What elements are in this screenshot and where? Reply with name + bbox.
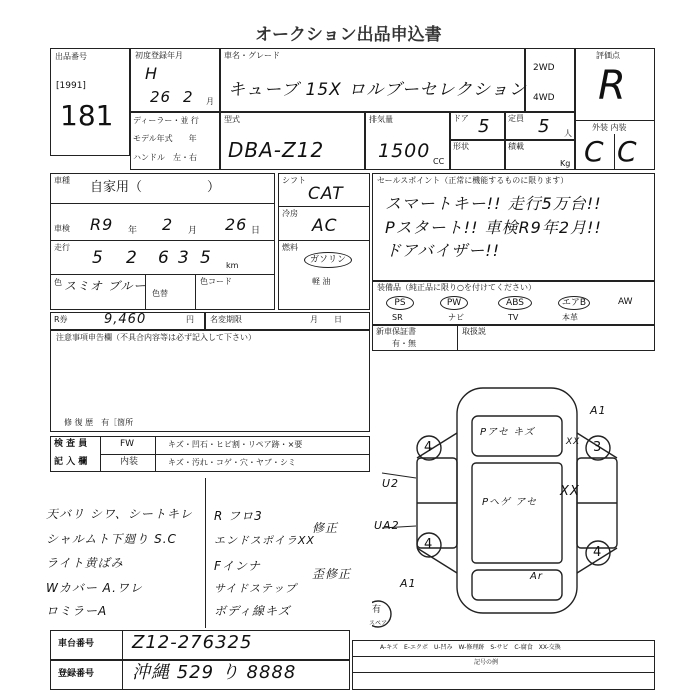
chassis-label: 車台番号 [58,639,95,649]
tire-lf-label: 4 [424,440,433,455]
load-label: 積載 [508,142,524,151]
remarks-divider [205,478,206,628]
inspection-day-unit: 日 [251,226,261,236]
inspector-line [100,454,370,455]
registration-month-unit: 月 [206,97,214,106]
legend-line-b [352,672,655,673]
remark-left-5: ロミラーA [46,604,108,618]
disp-unit: CC [433,157,445,166]
equip-airbag: エアB [558,296,590,310]
recycle-value: 9,460 [104,312,147,327]
mileage-digit-2: 2 [126,248,138,268]
rating-mid [614,134,615,170]
sales-line2: Pスタート!! 車検R9年2月!! [385,218,602,237]
mileage-unit: km [226,261,239,270]
mileage-digit-5: 5 [200,248,212,268]
shape-label: 形状 [453,142,469,151]
model-value: DBA-Z12 [228,138,325,162]
registration-label: 初度登録年月 [135,51,183,60]
inspector-label2: 記 入 欄 [54,457,88,467]
mileage-digit-1: 5 [92,248,104,268]
inspector-int: 内装 [120,457,139,467]
carname-label: 車名・グレード [224,51,280,60]
diagram-u2: U2 [382,477,400,490]
inspection-day: 26 [225,215,248,234]
rating-label: 評価点 [596,51,620,60]
mileage-digit-4: 3 [178,248,190,268]
shift-value: CAT [308,184,344,204]
equip-ps: PS [386,296,414,310]
lot-number: 181 [60,99,114,132]
capacity-unit: 人 [564,129,572,138]
color-div1 [145,274,146,310]
doors-value: 5 [478,116,491,137]
equip-aw: AW [618,297,633,307]
drive-4wd: 4WD [533,93,555,103]
equip-abs: ABS [498,296,532,310]
inspector-div [100,436,101,472]
recycle-label: R券 [54,315,68,324]
tire-lr-label: 4 [424,537,433,552]
fuel-gas: ガソリン [304,252,352,268]
equipment-label: 装備品（純正品に限り○を付けてください） [377,283,536,292]
dealer-line2: モデル年式 年 [133,134,197,143]
carname-value: キューブ 15X ロルブーセレクション [228,80,527,100]
spare-label: 有 [372,605,382,615]
disp-label: 排気量 [369,115,393,124]
remark-left-4: Wカバー A.ワレ [46,581,143,595]
remark-right-note-1: 修正 [312,521,339,535]
ext-int-label: 外装 内装 [592,123,627,132]
inspection-month-unit: 月 [188,226,198,236]
aircon-label: 冷房 [282,209,298,218]
color-change-label: 色替 [152,289,168,298]
spare-sub-label: スペア [369,620,388,627]
sales-line3: ドアバイザー!! [385,241,501,260]
usage-line [50,203,275,204]
diagram-a1-bottom: A1 [400,577,417,590]
inspector-fw-items: キズ・凹石・ヒビ割・リペア跡・×要 [168,440,303,449]
rating-divider [575,120,655,121]
sales-line1: スマートキー!! 走行5万台!! [385,194,602,213]
drive-2wd: 2WD [533,63,555,73]
aircon-line [278,240,370,241]
remark-right-3: Fインナ [214,559,261,573]
doors-label: ドア [453,114,469,123]
registration-era: H [145,64,159,83]
disp-value: 1500 [378,140,431,162]
inspector-div2 [155,436,156,472]
notes-label: 注意事項申告欄（不具合内容等は必ず記入して下さい） [56,333,256,342]
inspector-fw: FW [120,439,135,449]
remark-right-note-2: 歪修正 [312,567,352,581]
color-label: 色 [54,278,62,287]
diagram-ua2: UA2 [374,519,400,532]
namechange-unit: 月 日 [310,315,342,324]
fuel-label: 燃料 [282,243,298,252]
diagram-top-note: Pアセ キズ [480,427,535,438]
lot-code: [1991] [56,81,86,91]
mileage-digit-3: 6 [158,248,170,268]
equip-tv: TV [508,313,519,322]
shift-line [278,206,370,207]
warranty-div [457,325,458,351]
diagram-a1-top: A1 [590,404,607,417]
mileage-label: 走行 [54,243,70,252]
aircon-value: AC [312,216,338,236]
plate-value: 沖縄 529 り 8888 [132,662,297,683]
remark-right-2: エンドスポイラXX [214,534,315,547]
load-unit: Kg [560,159,571,168]
inspection-year-unit: 年 [128,226,138,236]
usage-label: 車種 [54,176,70,185]
tire-rr-label: 4 [593,545,602,560]
diagram-ar: Ar [530,571,543,582]
color-value: スミオ ブルー [64,279,147,293]
inspection-label: 車検 [54,224,70,233]
diagram-mid-note: Pヘゲ アセ [482,497,538,508]
equip-pw: PW [440,296,468,310]
warranty-label: 新車保証書 [376,327,416,336]
model-label: 型式 [224,115,240,124]
legend-line2: 記号の例 [474,659,499,666]
inspector-label1: 検 査 員 [54,439,88,449]
dealer-line3: ハンドル 左・右 [133,153,197,162]
equip-navi: ナビ [448,313,464,322]
recycle-unit: 円 [186,315,194,324]
mileage-line [50,274,275,275]
registration-month: 2 [183,88,194,106]
legend-line-a [352,656,655,657]
warranty-value: 有・無 [392,339,416,348]
sales-label: セールスポイント（正常に機能するものに限ります） [377,176,569,185]
form-header: オークション出品申込書 [255,25,442,45]
diagram-xx: XX [560,484,580,499]
chassis-value: Z12-276325 [132,632,253,653]
ext-rating: C [584,135,605,168]
car-diagram [372,378,662,638]
rating-value: R [598,63,627,109]
repair-label: 修 復 歴 有［箇所 [64,418,134,427]
remark-right-4: サイドステップ [214,582,297,595]
namechange-label: 名変期限 [210,315,242,324]
inspection-month: 2 [162,215,174,234]
usage-value: 自家用（ ） [90,180,221,195]
inspection-line [50,240,275,241]
equip-leather: 本革 [562,313,578,322]
dealer-line1: ディーラー・並 行 [133,116,199,125]
legend-line1: A-キズ E-エクボ U-凹み W-修理跡 S-サビ C-腐食 XX-交換 [380,644,561,651]
remark-left-3: ライト黄ばみ [46,556,124,570]
color-code-label: 色コード [200,277,232,286]
color-div2 [195,274,196,310]
remark-right-1: R フロ3 [214,509,263,523]
plate-label: 登録番号 [58,669,95,679]
notes-box [50,330,370,432]
equip-sr: SR [392,313,403,322]
int-rating: C [617,135,638,168]
tire-rf-label: 3 [593,440,602,455]
remark-left-1: 天バリ シワ、シートキレ [46,507,193,521]
registration-year: 26 [150,88,172,106]
fuel-diesel: 軽 油 [312,277,331,286]
remark-right-5: ボディ線キズ [214,604,291,618]
capacity-label: 定員 [508,114,524,123]
diagram-x-small: XX [566,437,581,447]
shift-label: シフト [282,176,306,185]
inspector-int-items: キズ・汚れ・コゲ・穴・ヤブ・シミ [168,458,296,467]
manual-label: 取扱説 [462,327,486,336]
inspection-year: R9 [90,215,114,234]
remark-left-2: シャルムト下廻り S.C [46,532,177,546]
capacity-value: 5 [538,116,551,137]
lot-label: 出品番号 [55,52,87,61]
